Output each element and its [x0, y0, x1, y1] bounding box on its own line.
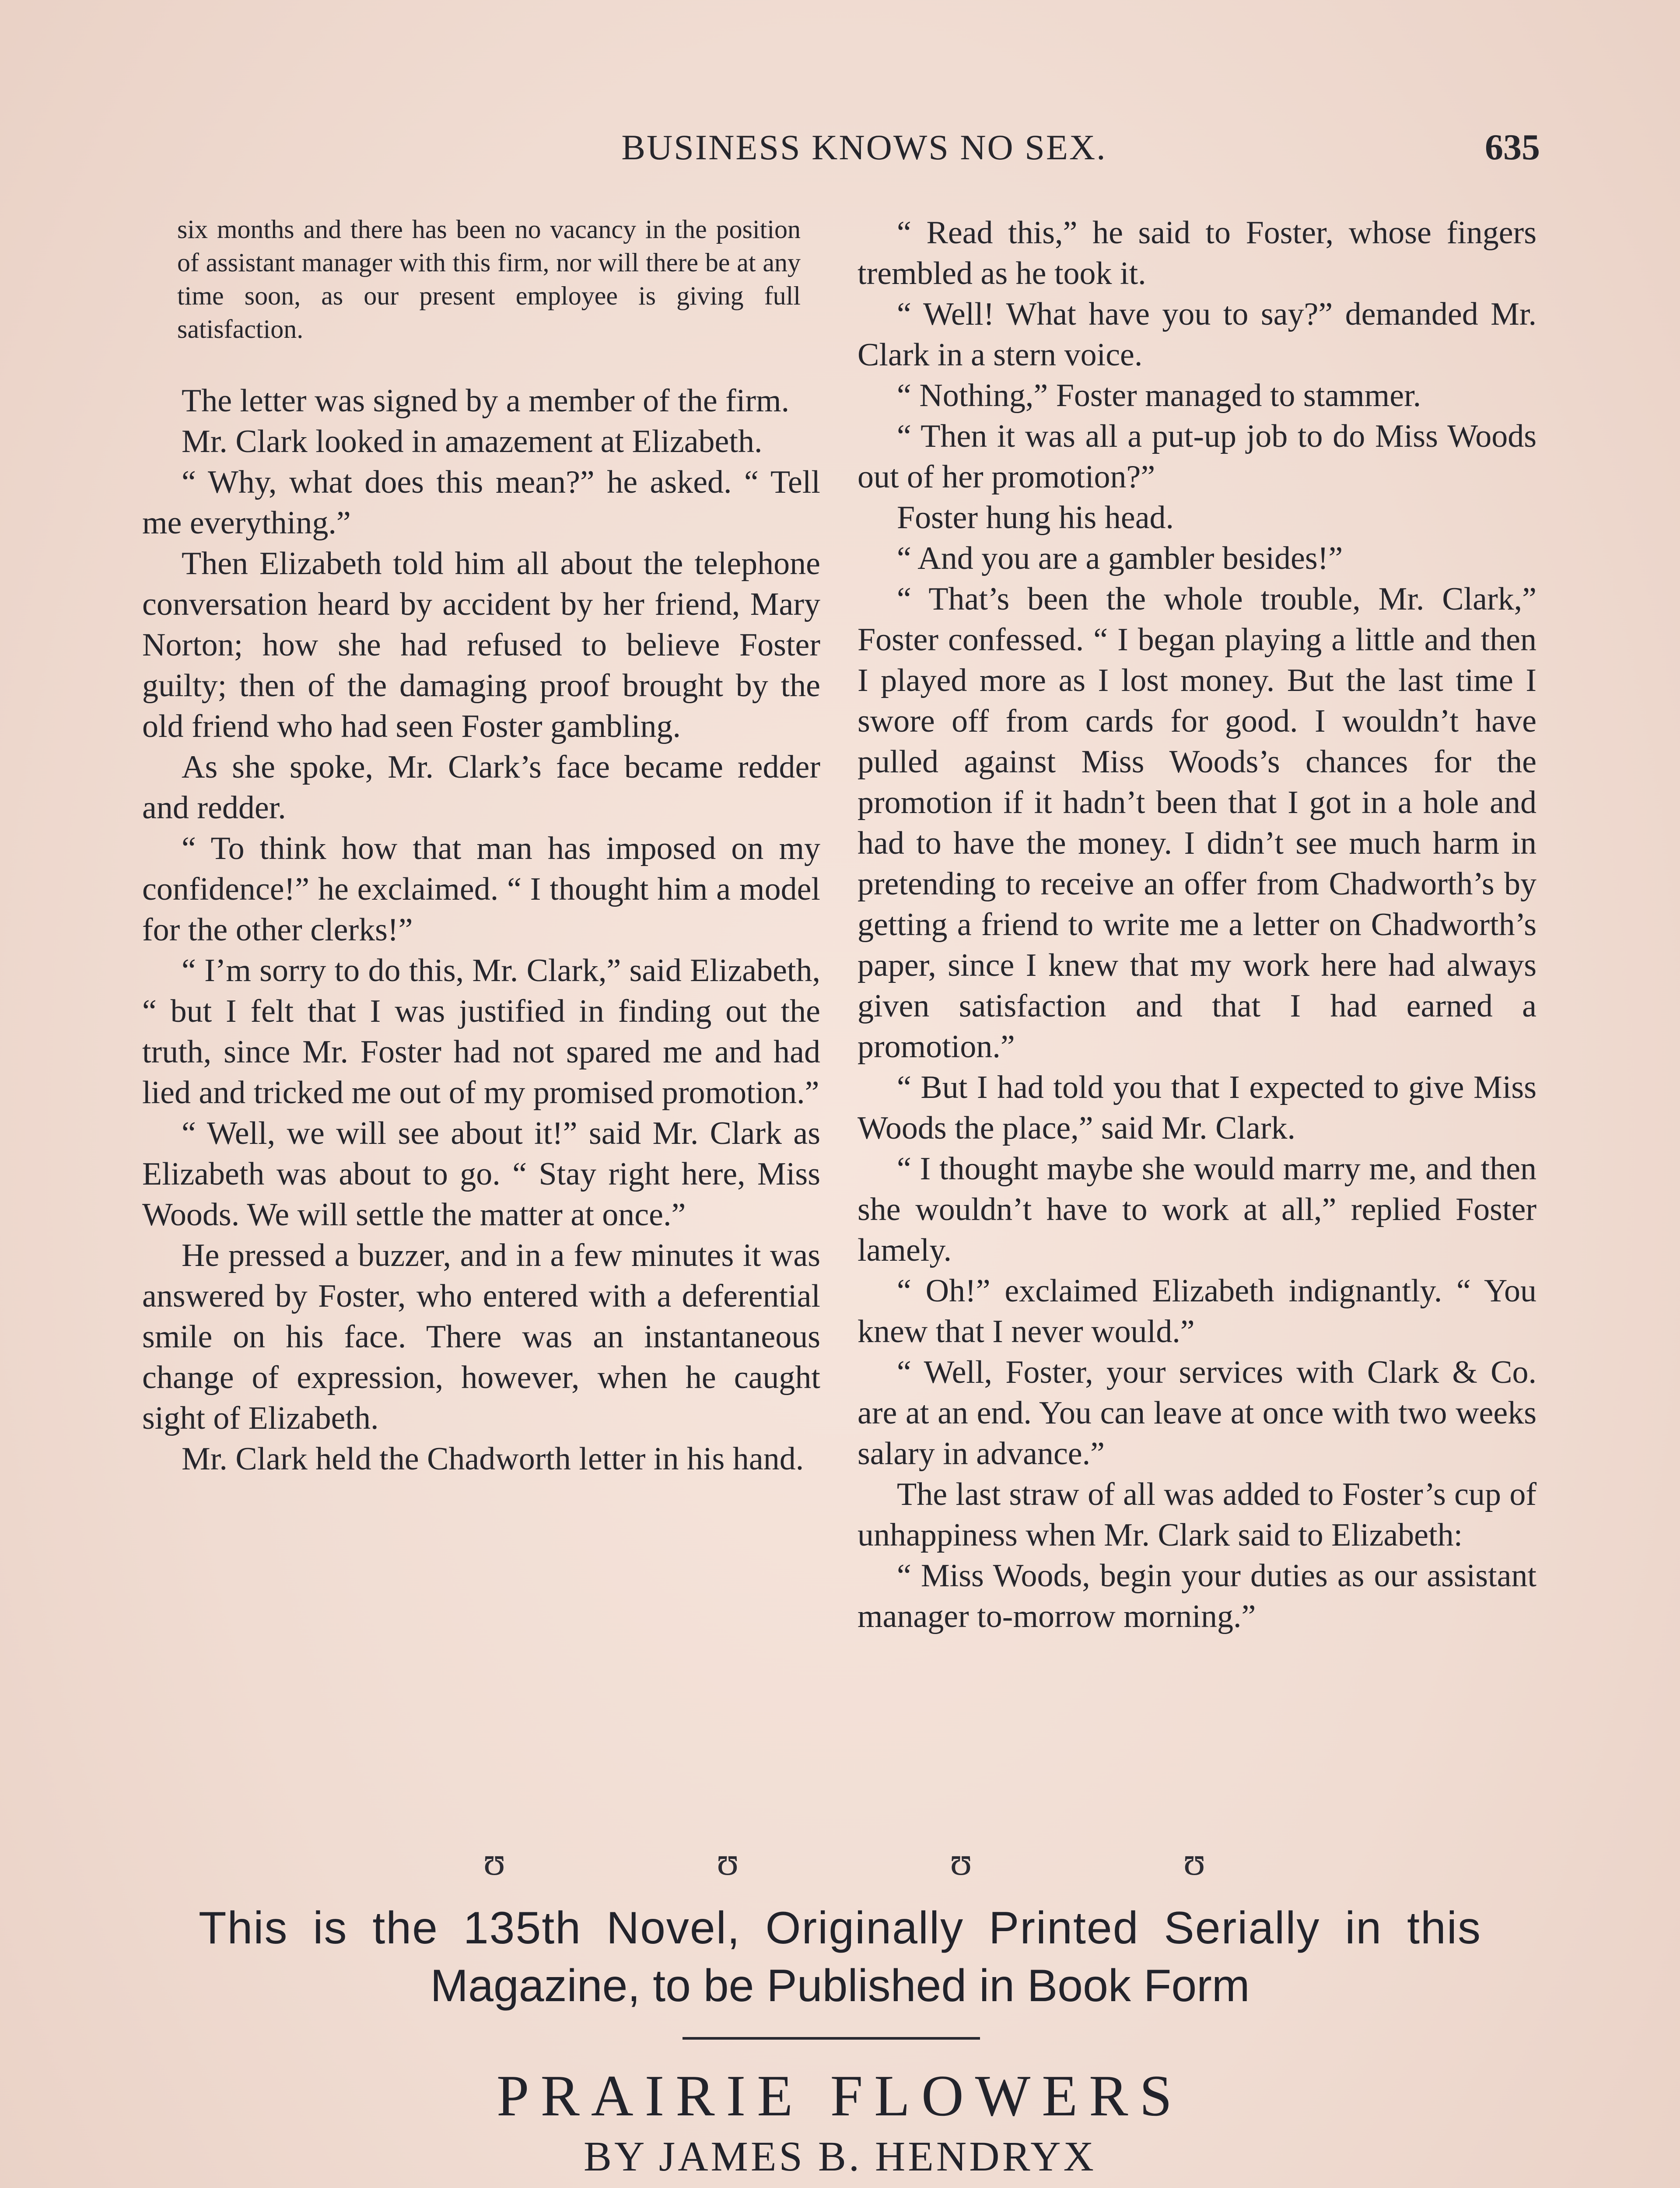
story-paragraph: The last straw of all was added to Foster’s cup of unhappiness when Mr. Clark said to Elizabeth:: [858, 1476, 1536, 1553]
running-head: BUSINESS KNOWS NO SEX.: [621, 127, 1107, 167]
story-paragraph: “ Well! What have you to say?” demanded Mr. Clark in a stern voice.: [858, 296, 1536, 373]
book-notice-line-1: This is the 135th Novel, Originally Printed Serially in this: [198, 1903, 1481, 1953]
story-paragraph: Mr. Clark held the Chadworth letter in his hand.: [182, 1441, 804, 1477]
story-paragraph: “ That’s been the whole trouble, Mr. Clark,” Foster confessed. “ I began playing a little and then I played more as I lost money. But the last time I swore off from cards for good. I wouldn’t have pulled against Miss Woods’s chances for the promotion if it hadn’t been that I got in a hole and had to have the money. I didn’t see much harm in pretending to receive an offer from Chadworth’s by getting a friend to write me a letter on Chadworth’s paper, since I knew that my work here had always given satisfaction and that I had earned a promotion.”: [858, 581, 1536, 1065]
tulip-ornament-icon: ʊ: [717, 1839, 739, 1883]
book-title: PRAIRIE FLOWERS: [496, 2063, 1184, 2128]
story-paragraph: “ Miss Woods, begin your duties as our assistant manager to-morrow morning.”: [858, 1558, 1536, 1634]
tulip-ornament-icon: ʊ: [483, 1839, 506, 1883]
story-paragraph: “ Then it was all a put-up job to do Miss Woods out of her promotion?”: [858, 418, 1536, 495]
story-paragraph: He pressed a buzzer, and in a few minutes it was answered by Foster, who entered with a deferential smile on his face. There was an instantaneous change of expression, however, when he caught sight of Elizabeth.: [142, 1238, 820, 1436]
story-paragraph: “ Oh!” exclaimed Elizabeth indignantly. “ You knew that I never would.”: [858, 1273, 1536, 1350]
story-paragraph: “ Nothing,” Foster managed to stammer.: [897, 378, 1421, 414]
story-paragraph: “ Well, Foster, your services with Clark & Co. are at an end. You can leave at once with two weeks salary in advance.”: [858, 1354, 1536, 1472]
story-paragraph: Foster hung his head.: [897, 500, 1174, 536]
story-paragraph: “ Well, we will see about it!” said Mr. Clark as Elizabeth was about to go. “ Stay right here, Miss Woods. We will settle the matter at once.”: [142, 1115, 820, 1233]
story-paragraph: Then Elizabeth told him all about the telephone conversation heard by accident by her friend, Mary Norton; how she had refused to believe Foster guilty; then of the damaging proof brought by the old friend who had seen Foster gambling.: [142, 546, 820, 744]
letter-excerpt: six months and there has been no vacancy in the position of assistant manager with this firm, nor will there be at any time soon, as our present employee is giving full satisfaction.: [177, 215, 801, 344]
story-paragraph: “ I’m sorry to do this, Mr. Clark,” said Elizabeth, “ but I felt that I was justified in finding out the truth, since Mr. Foster had not spared me and had lied and tricked me out of my promised promotion.”: [142, 953, 820, 1111]
story-paragraph: “ But I had told you that I expected to give Miss Woods the place,” said Mr. Clark.: [858, 1069, 1536, 1146]
story-paragraph: Mr. Clark looked in amazement at Elizabeth.: [182, 424, 763, 459]
book-author: BY JAMES B. HENDRYX: [584, 2133, 1096, 2180]
right-column: [858, 213, 1536, 1637]
story-paragraph: “ And you are a gambler besides!”: [897, 540, 1343, 576]
tulip-ornament-icon: ʊ: [1183, 1839, 1206, 1883]
story-paragraph: “ Read this,” he said to Foster, whose fingers trembled as he took it.: [858, 215, 1536, 291]
book-notice-line-2: Magazine, to be Published in Book Form: [430, 1960, 1250, 2011]
book-notice-heading: [131, 1899, 1549, 2015]
story-paragraph: “ To think how that man has imposed on my confidence!” he exclaimed. “ I thought him a model for the other clerks!”: [142, 831, 820, 948]
ornament-row: [472, 1838, 1216, 1884]
left-column: [142, 213, 820, 1480]
divider-rule: [682, 2037, 980, 2040]
story-paragraph: As she spoke, Mr. Clark’s face became redder and redder.: [142, 749, 820, 826]
page-number: 635: [1485, 127, 1540, 168]
tulip-ornament-icon: ʊ: [950, 1839, 972, 1883]
story-paragraph: The letter was signed by a member of the firm.: [182, 383, 790, 419]
story-paragraph: “ I thought maybe she would marry me, and then she wouldn’t have to work at all,” replied Foster lamely.: [858, 1151, 1536, 1268]
story-paragraph: “ Why, what does this mean?” he asked. “ Tell me everything.”: [142, 464, 820, 541]
